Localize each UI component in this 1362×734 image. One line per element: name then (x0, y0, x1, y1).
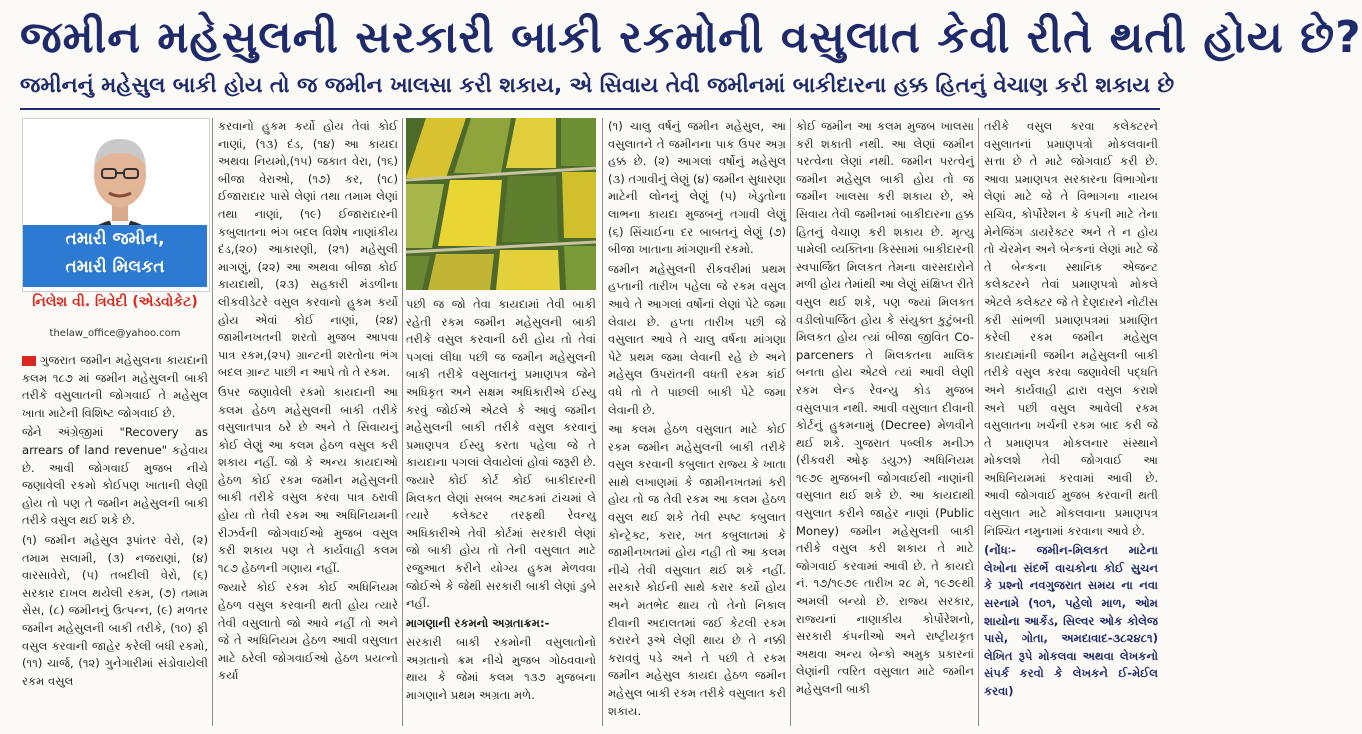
col3-paragraph-2: સરકારી બાકી રકમોની વસુલાતોનો અગ્રતાનો ક્રમ નીચે મુજબ ગોઠવવાનો થાય કે જેમાં કલમ ૧૩૭ મુજબના માગણાને પ્રથમ અગ્રતા મળે. (406, 635, 596, 703)
col5-paragraph-1: કોઈ જમીન આ કલમ મુજબ ખાલસા કરી શકાતી નથી. આ લેણાં જમીન પરત્વેના લેણાં નથી. જમીન પરત્વેનું જમીન મહેસુલ બાકી હોય તો જ જમીન ખાલસા કરી શકાય છે, એ સિવાય તેવી જમીનમાં બાકીદારના હક્ક હિતનું વેચાણ કરી શકાય છે. મૃત્યુ પામેલી વ્યક્તિના કિસ્સામાં બાકીદારની સ્વપાર્જિત મિલકત તેમના વારસદારોને મળી હોય તેમાંથી આ લેણું સંક્ષિપ્ત રીતે વસુલ થઈ શકે, પણ જ્યાં મિલકત વડીલોપાર્જિત હોય કે સંયુક્ત કુટુંબની મિલકત હોય ત્યાં બીજા જીવિત Co-parceners તે મિલકતના માલિક બનતા હોય એટલે ત્યાં આવી લેણી રકમ લેન્ડ રેવન્યુ કોડ મુજબ વસુલપાત્ર નથી. આવી વસુલાત દીવાની કોર્ટનું હુકમનામું (Decree) મેળવીને થઈ શકે. ગુજરાત પબ્લીક મનીઝ (રીકવરી ઓફ ડયુઝ) અધિનિયમ ૧૯૭૯ મુજબની જોગવાઈથી નાણાંની વસુલાત થઈ શકે છે. આ કાયદાથી વસુલાત કરીને જાહેર નાણાં (Public Money) જમીન મહેસુલની બાકી તરીકે વસુલ કરી શકાય તે માટે જોગવાઈ કરવામાં આવી છે. તે કાયદો નં. ૧૭/૧૯૭૯ તારીખ ૨૮ મે, ૧૯૭૯થી અમલી બન્યો છે. રાજ્ય સરકાર, રાજ્યનાં નાણાકીય કોર્પોરેશનો, સરકારી કંપનીઓ અને રાષ્ટ્રીયકૃત અથવા અન્ય બેન્કો અમુક પ્રકારનાં લેણાંની ત્વરિત વસુલાત માટે જમીન મહેસુલની બાકી (796, 119, 974, 696)
headline-rule (20, 108, 1160, 110)
farmland-photo (406, 118, 596, 290)
article-column-1 (22, 352, 208, 726)
subheadline: જમીનનું મહેસુલ બાકી હોય તો જ જમીન ખાલસા કરી શકાય, એ સિવાય તેવી જમીનમાં બાકીદારના હક્ક હિતનું વેચાણ કરી શકાય છે (20, 73, 1175, 98)
column-name-line2: તમારી મિલકત (65, 257, 165, 277)
author-name: નિલેશ વી. ત્રિવેદી (એડવોકેટ) (32, 294, 198, 310)
col2-paragraph-3: જ્યારે કોઈ રકમ કોઈ અધિનિયમ હેઠળ વસુલ કરવાની થતી હોય ત્યારે તેવી વસુલાતો જો આવે નહીં તો અને જે તે અધિનિયમ હેઠળ આવી વસુલાત માટે ઠરેલી જોગવાઈઓ હેઠળ પ્રયત્નો કર્યા (218, 580, 398, 683)
author-email: thelaw_office@yahoo.com (49, 328, 181, 339)
col2-paragraph-1: કરવાનો હુકમ કર્યો હોય તેવાં કોઈ નાણાં, (૧૩) દંડ, (૧૪) આ કાયદા અથવા નિયમો,(૧૫) જકાત વેરા, (૧૬) બીજા વેરાઓ, (૧૭) કર, (૧૮) ઈજારાદાર પાસે લેણાં તથા તમામ લેણાં તથા નાણાં, (૧૯) ઈજારાદારની કબુલાતના ભંગ બદલ વિશેષ નાણાંકીય દંડ,(૨૦) આકારણી, (૨૧) મહેસુલી માગણું, (૨૨) આ અથવા બીજા કોઈ કાયદાથી, (૨૩) સહકારી મંડળીના લીકવીડેટરે વસુલ કરવાનો હુકમ કર્યો હોય એવાં કોઈ નાણાં, (૨૪) જામીનખતની શરતો મુજબ આપવા પાત્ર રકમ,(૨૫) ગ્રાન્ટની શરતોના ભંગ બદલ ગ્રાન્ટ પાછી ન આપે તો તે રકમ. (218, 119, 398, 380)
column-divider (978, 118, 979, 726)
article-column-4 (608, 118, 786, 726)
column-header-box (22, 118, 210, 292)
col4-paragraph-1: (૧) ચાલુ વર્ષનું જમીન મહેસુલ, આ વસુલાતને તે જમીનના પાક ઉપર અગ્ર હક્ક છે. (૨) આગલાં વર્ષોનું મહેસુલ (૩) તગાવીનું લેણું (૪) જમીન સુધારણા માટેની લોનનું લેણું (૫) ખેડુતોના લાભના કાયદા મુજબનું તગાવી લેણું (૬) સિંચાઈના દર બાબતનું લેણું (૭) બીજા ખાતાના માંગણાની રકમો. (608, 119, 786, 257)
col1-paragraph-3: (૧) જમીન મહેસુલ રૂપાંતર વેરો, (૨) તમામ સલામી, (૩) નજરાણાં, (૪) વારસાવેરો, (૫) તબદીલી વેરો, (૬) સરકાર દાખલ થયેલી રકમ, (૭) તમામ સેસ, (૮) જમીનનું ઉત્પન્ન, (૯) મળતર જમીન મહેસુલની બાકી તરીકે, (૧૦) ફી વસુલ કરવાની જાહેર કરેલી બધી રકમો, (૧૧) ચાર્જ, (૧૨) ગુનેગારીમાં સંડોવાયેલી રકમ વસુલ (22, 532, 208, 688)
col1-paragraph-1: ગુજરાત જમીન મહેસુલના કાયદાની કલમ ૧૮૭ માં જમીન મહેસુલની બાકી તરીકે વસુલાતની જોગવાઈ તે મહેસુલ ખાતા માટેની વિશિષ્ટ જોગવાઈ છે. (22, 353, 208, 420)
lead-square-icon (22, 356, 36, 366)
col2-paragraph-2: ઉપર જણાવેલી રકમો કાયદાની આ કલમ હેઠળ મહેસુલની બાકી તરીકે વસુલાતપાત્ર ઠરે છે અને તે સિવાયનું કોઈ લેણું આ કલમ હેઠળ વસુલ કરી શકાય નહીં. જો કે અન્ય કાયદાઓ હેઠળ કોઈ રકમ જમીન મહેસુલની બાકી તરીકે વસુલ કરવા પાત્ર ઠરાવી હોય તો તેવી રકમ આ અધિનિયમની રીઝર્વની જોગવાઈઓ મુજબ વસુલ કરી શકાય પણ તે કાર્યવાહી કલમ ૧૮૭ હેઠળની ગણાય નહીં. (218, 384, 398, 575)
col3-subheading: માગણાની રકમનો અગ્રતાક્રમ:- (406, 615, 550, 630)
column-divider (602, 118, 603, 726)
column-divider (212, 118, 213, 726)
col1-paragraph-2: જેને અંગ્રેજીમાં "Recovery as arrears of land revenue" કહેવાય છે. આવી જોગવાઈ મુજબ નીચે જણાવેલી રકમો કોઈપણ ખાતાની લેણી હોય તો પણ તે જમીન મહેસુલની બાકી તરીકે વસુલ થઈ શકે છે. (22, 425, 208, 528)
col4-paragraph-3: આ કલમ હેઠળ વસુલાત માટે કોઈ રકમ જમીન મહેસુલની બાકી તરીકે વસુલ કરવાની કબુલાત રાજ્ય કે ખાતા સાથે લખાણમાં કે જામીનખતમાં કરી હોય તો જ તેવી રકમ આ કલમ હેઠળ વસુલ થઈ શકે તેવી સ્પષ્ટ કબુલાત કોન્ટ્રેક્ટ, કરાર, ખત કબુલાતમાં કે જામીનખતમાં હોય નહી તો આ કલમ નીચે તેવી વસુલાત થઈ શકે નહીં. સરકારે કોઈની સાથે કરાર કર્યો હોય અને મતભેદ થાય તો તેનો નિકાલ દીવાની અદાલતમાં જઈ કેટલી રકમ કરારને રૂએ લેણી થાય છે તે નક્કી કરાવવું પડે અને તે પછી તે રકમ જમીન મહેસુલ કાયદા હેઠળ જમીન મહેસુલ બાકી રકમ તરીકે વસુલાત કરી શકાય. (608, 422, 786, 718)
article-column-2 (218, 118, 398, 726)
article-column-6 (984, 118, 1158, 726)
col3-paragraph-1: પછી જ જો તેવા કાયદામાં તેવી બાકી રહેતી રકમ જમીન મહેસુલની બાકી તરીકે વસુલ કરવાની ઠરી હોય તો તેવાં પગલાં લીધા પછી જ જમીન મહેસુલની બાકી તરીકે વસુલાતનું પ્રમાણપત્ર જેને અધિકૃત અને સક્ષમ અધિકારીએ ઈસ્યુ કરવું જોઈએ એટલે કે આવું જમીન મહેસુલની બાકી તરીકે વસુલ કરવાનું પ્રમાણપત્ર ઈસ્યુ કરતા પહેલા જે તે કાયદાના પગલાં લેવાયેલાં હોવાં જરૂરી છે. જ્યારે કોઈ કોર્ટ કોઈ બાકીદારની મિલકત લેણાં સબબ અટકમાં ટાંચમાં લે ત્યારે કલેક્ટર તરફથી રેવન્યુ અધિકારીએ તેવી કોર્ટમાં સરકારી લેણાં જો બાકી હોય તો તેની વસુલાત માટે રજુઆત કરીને યોગ્ય હુકમ મેળવવા જોઈએ કે જેથી સરકારી બાકી લેણાં ડુબે નહીં. (406, 297, 596, 611)
article-column-5 (796, 118, 974, 726)
reader-note: (નોંધઃ- જમીન-મિલકત માટેના લેખોના સંદર્ભે વાચકોના કોઈ સુચન કે પ્રશ્નો નવગુજરાત સમય ના નવા સરનામે (૧૦૧, પહેલો માળ, ઓમ શાયોના આર્કેડ, સિલ્વર ઓક કોલેજ પાસે, ગોતા, અમદાવાદ-૩૮૨૪૮૧) લેખિત રૂપે મોકલવા અથવા લેખકનો સંપર્ક કરવો કે લેખકને ઈ-મેઈલ કરવા) (984, 543, 1158, 698)
col4-paragraph-2: જમીન મહેસુલની રીકવરીમાં પ્રથમ હપ્તાની તારીખ પહેલા જે રકમ વસુલ આવે તે આગલાં વર્ષોનાં લેણાં પેટે જમા લેવાય છે. હપ્તા તારીખ પછી જે વસુલાત આવે તે ચાલુ વર્ષના માંગણા પેટે પ્રથમ જમા લેવાની રહે છે અને મહેસુલ ઉપરાંતની વધતી રકમ કાંઈ વધે તો તે પાછલી બાકી પેટે જમા લેવાની છે. (608, 261, 786, 417)
column-divider (790, 118, 791, 726)
column-name-line1: તમારી જમીન, (65, 229, 165, 249)
column-divider (402, 118, 403, 726)
headline: જમીન મહેસુલની સરકારી બાકી રકમોની વસુલાત કેવી રીતે થતી હોય છે? (20, 12, 1362, 63)
column-name-banner (23, 225, 207, 287)
article-column-3 (406, 296, 596, 726)
col6-paragraph-1: તરીકે વસુલ કરવા કલેક્ટરને વસુલાતનાં પ્રમાણપત્રો મોકલવાની સત્તા છે તે માટે જોગવાઈ કરી છે. આવા પ્રમાણપત્ર સરકારના વિભાગોના લેણાં માટે જે તે વિભાગના નાયબ સચિવ, કોર્પોરેશન કે કંપની માટે તેના મેનેજિંગ ડાયરેક્ટર અને તે ન હોય તો ચેરમેન અને બેન્કનાં લેણાં માટે જે તે બેન્કના સ્થાનિક એજન્ટ કલેક્ટરને તેવાં પ્રમાણપત્રો મોકલે એટલે કલેક્ટર જે તે દેણદારને નોટીસ કરી સાંભળી પ્રમાણપત્રમાં પ્રમાણિત કરેલી રકમ જમીન મહેસુલ કાયદામાંની જમીન મહેસુલની બાકી તરીકે વસુલ કરવા જણાવેલી પદ્ધતિ અને કાર્યવાહી દ્વારા વસુલ કરાશે અને પછી વસુલ આવેલી રકમ વસુલાતના ખર્ચની રકમ બાદ કરી જે તે પ્રમાણપત્ર મોકલનાર સંસ્થાને મોકલશે તેવી જોગવાઈ આ અધિનિયમમાં કરવામાં આવી છે. આવી જોગવાઈ મુજબ કરવાની થતી વસુલાત માટે મોકલવાના પ્રમાણપત્ર નિશ્ચિત નમુનામાં કરવાના આવે છે. (984, 119, 1158, 538)
